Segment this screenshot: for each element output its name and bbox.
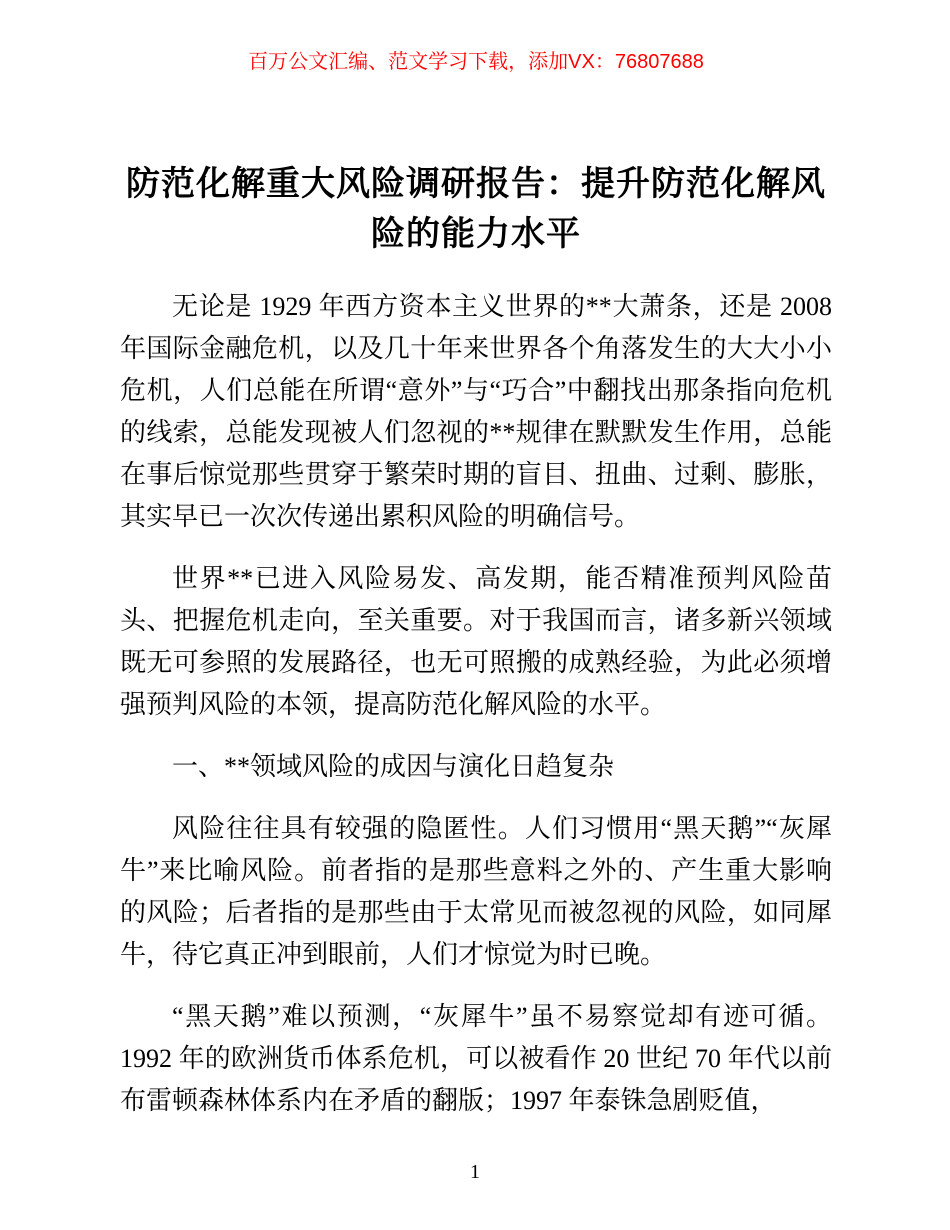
section-heading: 一、**领域风险的成因与演化日趋复杂 (172, 752, 615, 781)
document-body (120, 286, 832, 1122)
page-number: 1 (470, 1161, 480, 1183)
paragraph-4: “黑天鹅”难以预测，“灰犀牛”虽不易察觉却有迹可循。1992 年的欧洲货币体系危机，可以被看作 20 世纪 70 年代以前布雷顿森林体系内在矛盾的翻版；1997 年泰铢急剧贬值， (120, 1002, 832, 1115)
watermark-notice: 百万公文汇编、范文学习下载，添加VX：76807688 (248, 51, 704, 73)
document-title: 防范化解重大风险调研报告：提升防范化解风险的能力水平 (126, 166, 826, 253)
paragraph-1: 无论是 1929 年西方资本主义世界的**大萧条，还是 2008 年国际金融危机，以及几十年来世界各个角落发生的大大小小危机，人们总能在所谓“意外”与“巧合”中翻找出那条指向危机的线索，总能发现被人们忽视的**规律在默默发生作用，总能在事后惊觉那些贯穿于繁荣时期的盲目、扭曲、过剩、膨胀，其实早已一次次传递出累积风险的明确信号。 (120, 292, 832, 531)
paragraph-2: 世界**已进入风险易发、高发期，能否精准预判风险苗头、把握危机走向，至关重要。对于我国而言，诸多新兴领域既无可参照的发展路径，也无可照搬的成熟经验，为此必须增强预判风险的本领，提高防范化解风险的水平。 (120, 564, 832, 719)
paragraph-3: 风险往往具有较强的隐匿性。人们习惯用“黑天鹅”“灰犀牛”来比喻风险。前者指的是那些意料之外的、产生重大影响的风险；后者指的是那些由于太常见而被忽视的风险，如同犀牛，待它真正冲到眼前，人们才惊觉为时已晚。 (120, 814, 832, 969)
